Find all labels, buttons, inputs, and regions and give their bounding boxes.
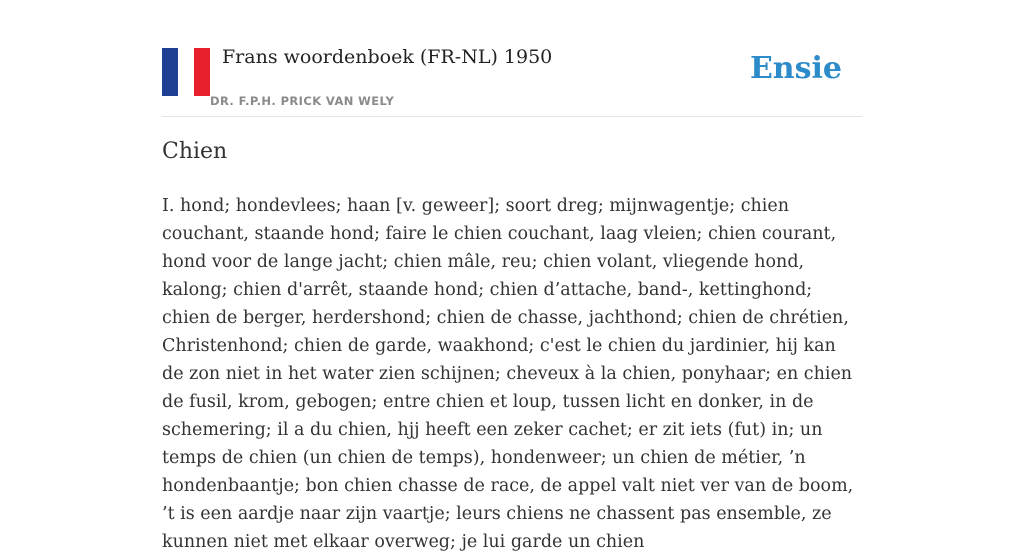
entry-headword: Chien xyxy=(162,139,228,164)
flag-stripe-red xyxy=(194,48,210,96)
dictionary-author: DR. F.P.H. PRICK VAN WELY xyxy=(210,94,395,108)
ensie-logo-link[interactable]: Ensie xyxy=(749,51,842,86)
dictionary-title[interactable]: Frans woordenboek (FR-NL) 1950 xyxy=(222,46,553,68)
french-flag-icon xyxy=(162,48,210,96)
flag-stripe-white xyxy=(178,48,194,96)
flag-stripe-blue xyxy=(162,48,178,96)
dictionary-header xyxy=(162,44,862,117)
entry-definition: I. hond; hondevlees; haan [v. geweer]; soort dreg; mijnwagentje; chien couchant, staande hond; faire le chien couchant, laag vleien; chien courant, hond voor de lange jacht; chien mâle, reu; chien volant, vliegende hond, kalong; chien d'arrêt, staande hond; chien d’attache, band-, kettinghond; chien de berger, herdershond; chien de chasse, jachthond; chien de chrétien, Christenhond; chien de garde, waakhond; c'est le chien du jardinier, hij kan de zon niet in het water zien schijnen; cheveux à la chien, ponyhaar; en chien de fusil, krom, gebogen; entre chien et loup, tussen licht en donker, in de schemering; il a du chien, hjj heeft een zeker cachet; er zit iets (fut) in; un temps de chien (un chien de temps), hondenweer; un chien de métier, ’n hondenbaantje; bon chien chasse de race, de appel valt niet ver van de boom, ’t is een aardje naar zijn vaartje; leurs chiens ne chassent pas ensemble, ze kunnen niet met elkaar overweg; je lui garde un chien xyxy=(162,196,854,552)
